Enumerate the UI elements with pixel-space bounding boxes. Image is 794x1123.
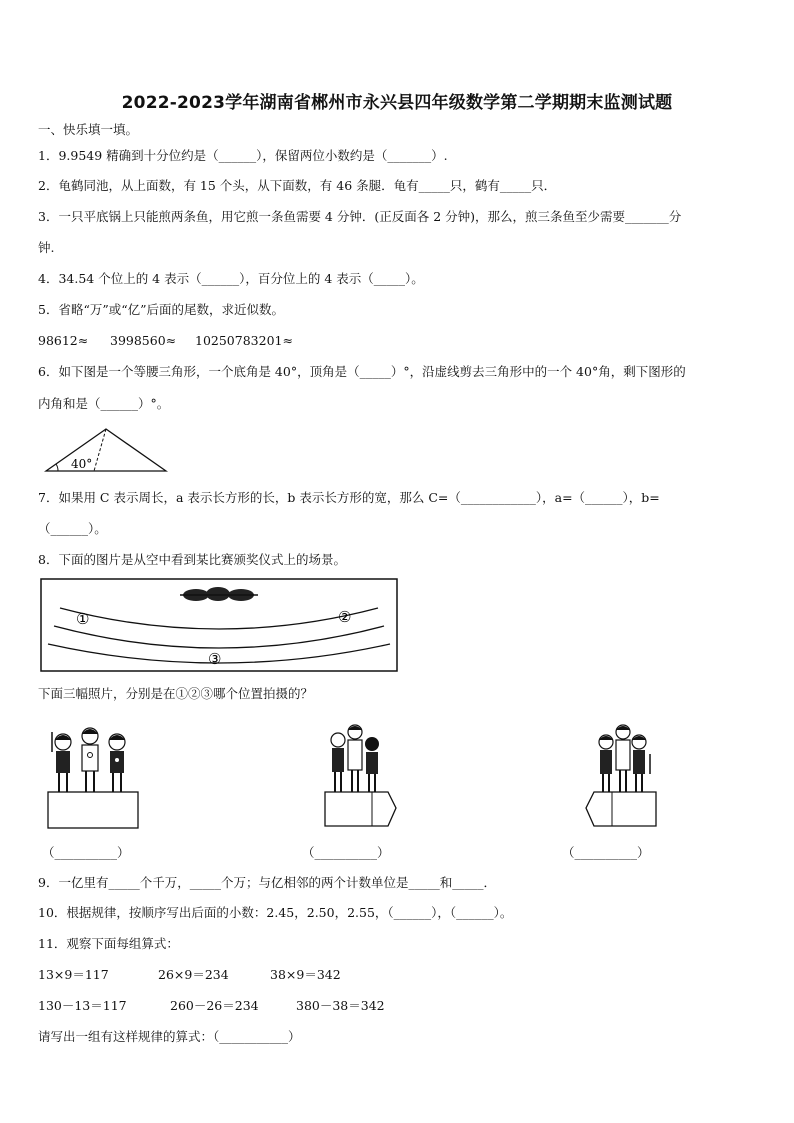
photo-1-answer: （__________） xyxy=(42,845,130,860)
question-6-line-1: 6．如下图是一个等腰三角形，一个底角是 40°，顶角是（_____）°，沿虚线剪去三角形中的一个 40°角，剩下图形的 xyxy=(38,364,686,379)
q11-row2-expr1: 130－13＝117 xyxy=(38,998,127,1013)
question-4: 4．34.54 个位上的 4 表示（______），百分位上的 4 表示（_____）。 xyxy=(38,271,424,286)
photo-3-side-view xyxy=(582,718,662,830)
question-3-line-1: 3．一只平底锅上只能煎两条鱼，用它煎一条鱼需要 4 分钟．(正反面各 2 分钟)，那么，煎三条鱼至少需要_______分 xyxy=(38,209,682,224)
question-1: 1．9.9549 精确到十分位约是（______），保留两位小数约是（_______）. xyxy=(38,148,448,163)
question-8: 8．下面的图片是从空中看到某比赛颁奖仪式上的场景。 xyxy=(38,552,346,567)
photo-3-answer: （__________） xyxy=(562,845,650,860)
question-7-line-2: （______）。 xyxy=(38,521,107,536)
position-1-label: ① xyxy=(76,610,90,628)
photo-2-side-view xyxy=(322,718,402,830)
isosceles-triangle-figure xyxy=(44,426,168,474)
page-title: 2022-2023学年湖南省郴州市永兴县四年级数学第二学期期末监测试题 xyxy=(121,93,673,113)
position-2-label: ② xyxy=(338,608,352,626)
q11-row1-expr3: 38×9＝342 xyxy=(270,967,341,982)
ceremony-aerial-view xyxy=(40,578,398,672)
question-11-prompt: 请写出一组有这样规律的算式：（___________） xyxy=(38,1029,301,1044)
question-8-prompt: 下面三幅照片，分别是在①②③哪个位置拍摄的？ xyxy=(38,686,314,701)
podium-top-view xyxy=(180,587,258,601)
question-11: 11．观察下面每组算式： xyxy=(38,936,179,951)
triangle-angle-label: 40° xyxy=(71,457,93,471)
q5-item-3: 10250783201≈ xyxy=(195,333,293,348)
question-5: 5．省略“万”或“亿”后面的尾数，求近似数。 xyxy=(38,302,285,317)
q5-item-2: 3998560≈ xyxy=(110,333,177,348)
question-3-line-2: 钟. xyxy=(38,240,55,255)
question-7-line-1: 7．如果用 C 表示周长，a 表示长方形的长，b 表示长方形的宽，那么 C=（____________），a=（______），b= xyxy=(38,490,660,505)
q11-row2-expr3: 380－38＝342 xyxy=(296,998,385,1013)
photo-1-front-view xyxy=(45,722,140,830)
q11-row1-expr2: 26×9＝234 xyxy=(158,967,229,982)
question-10: 10．根据规律，按顺序写出后面的小数：2.45，2.50，2.55，（______），（______）。 xyxy=(38,905,513,920)
q11-row2-expr2: 260－26＝234 xyxy=(170,998,259,1013)
position-3-label: ③ xyxy=(208,650,222,668)
question-6-line-2: 内角和是（______）°。 xyxy=(38,396,170,411)
question-9: 9．一亿里有_____个千万，_____个万；与亿相邻的两个计数单位是_____和_____． xyxy=(38,875,496,890)
q5-item-1: 98612≈ xyxy=(38,333,89,348)
section-heading: 一、快乐填一填。 xyxy=(38,122,139,137)
question-2: 2．龟鹤同池，从上面数，有 15 个头，从下面数，有 46 条腿．龟有_____只，鹤有_____只． xyxy=(38,178,557,193)
q11-row1-expr1: 13×9＝117 xyxy=(38,967,109,982)
photo-2-answer: （__________） xyxy=(302,845,390,860)
